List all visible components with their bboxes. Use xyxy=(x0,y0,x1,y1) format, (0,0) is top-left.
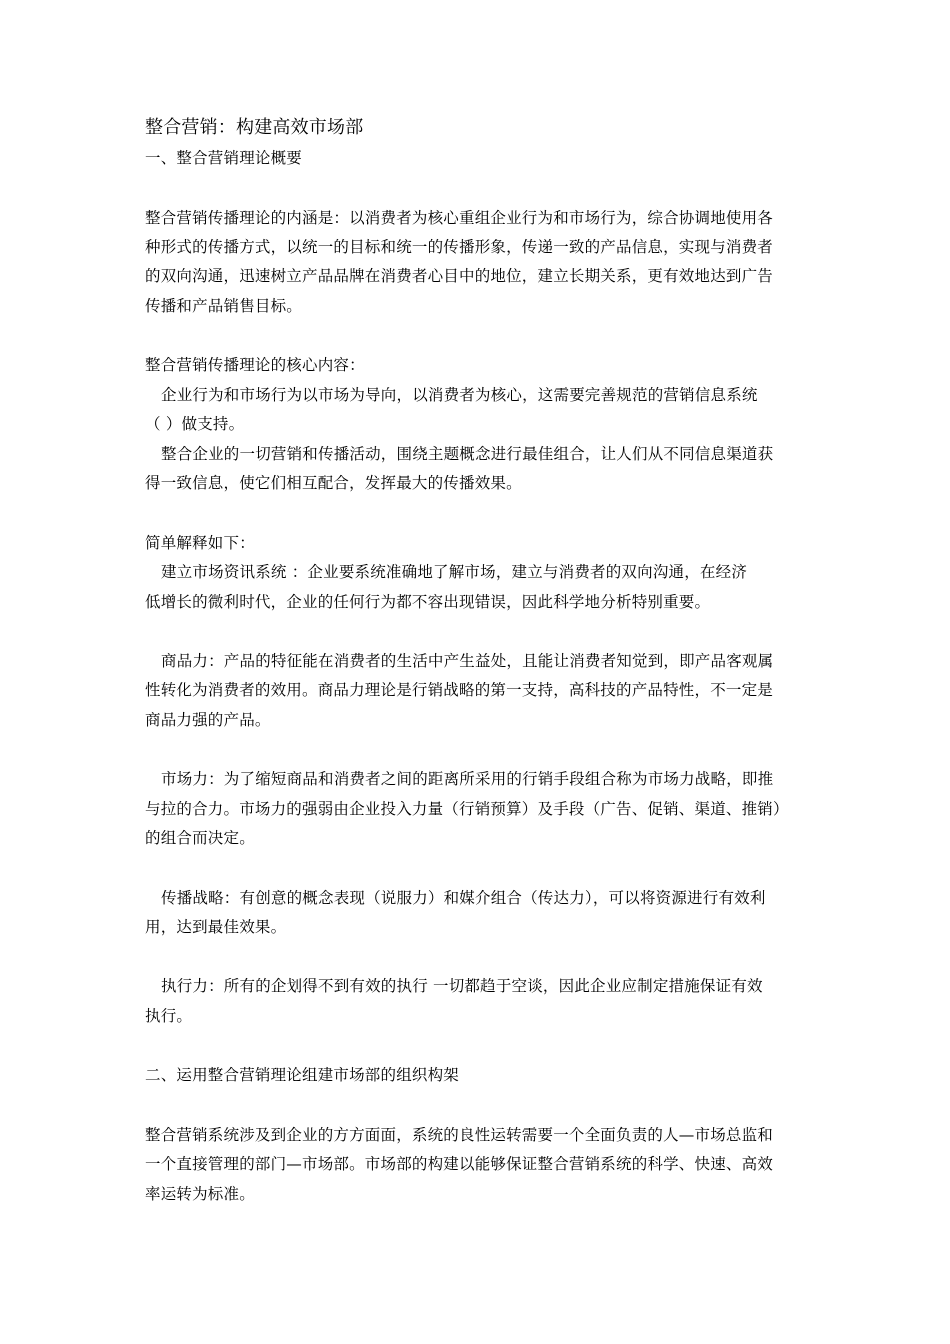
explain-line: 商品力：产品的特征能在消费者的生活中产生益处，且能让消费者知觉到，即产品客观属 xyxy=(161,652,774,670)
explain-line: 商品力强的产品。 xyxy=(145,711,271,729)
paragraph-line: 种形式的传播方式，以统一的目标和统一的传播形象，传递一致的产品信息，实现与消费者 xyxy=(145,238,774,256)
explain-line: 与拉的合力。市场力的强弱由企业投入力量（行销预算）及手段（广告、促销、渠道、推销） xyxy=(145,800,789,818)
section-heading-2: 二、运用整合营销理论组建市场部的组织构架 xyxy=(145,1066,460,1084)
document-title: 整合营销：构建高效市场部 xyxy=(145,117,364,138)
core-heading: 整合营销传播理论的核心内容： xyxy=(145,356,365,374)
core-item-line: 得一致信息，使它们相互配合，发挥最大的传播效果。 xyxy=(145,474,522,492)
explain-line: 传播战略：有创意的概念表现（说服力）和媒介组合（传达力），可以将资源进行有效利 xyxy=(161,889,766,907)
core-item-line: 企业行为和市场行为以市场为导向，以消费者为核心，这需要完善规范的营销信息系统 xyxy=(161,386,758,404)
explain-line: 市场力：为了缩短商品和消费者之间的距离所采用的行销手段组合称为市场力战略，即推 xyxy=(161,770,774,788)
explain-line: 的组合而决定。 xyxy=(145,829,255,847)
paragraph-line: 率运转为标准。 xyxy=(145,1185,255,1203)
explain-line: 用，达到最佳效果。 xyxy=(145,918,287,936)
explain-line: 执行。 xyxy=(145,1007,193,1025)
explain-line: 低增长的微利时代，企业的任何行为都不容出现错误，因此科学地分析特别重要。 xyxy=(145,593,711,611)
paragraph-line: 一个直接管理的部门—市场部。市场部的构建以能够保证整合营销系统的科学、快速、高效 xyxy=(145,1155,774,1173)
core-item-line: 整合企业的一切营销和传播活动，围绕主题概念进行最佳组合，让人们从不同信息渠道获 xyxy=(161,445,774,463)
explain-line: 执行力：所有的企划得不到有效的执行 一切都趋于空谈，因此企业应制定措施保证有效 xyxy=(161,977,763,995)
core-item-line: （ ）做支持。 xyxy=(145,415,245,433)
simple-heading: 简单解释如下： xyxy=(145,534,255,552)
paragraph-line: 的双向沟通，迅速树立产品品牌在消费者心目中的地位，建立长期关系，更有效地达到广告 xyxy=(145,267,774,285)
explain-line: 建立市场资讯系统 ：企业要系统准确地了解市场，建立与消费者的双向沟通，在经济 xyxy=(161,563,748,581)
explain-line: 性转化为消费者的效用。商品力理论是行销战略的第一支持，高科技的产品特性，不一定是 xyxy=(145,681,774,699)
section-heading-1: 一、整合营销理论概要 xyxy=(145,149,303,167)
paragraph-line: 整合营销传播理论的内涵是：以消费者为核心重组企业行为和市场行为，综合协调地使用各 xyxy=(145,209,774,227)
paragraph-line: 传播和产品销售目标。 xyxy=(145,297,303,315)
paragraph-line: 整合营销系统涉及到企业的方方面面，系统的良性运转需要一个全面负责的人—市场总监和 xyxy=(145,1126,774,1144)
